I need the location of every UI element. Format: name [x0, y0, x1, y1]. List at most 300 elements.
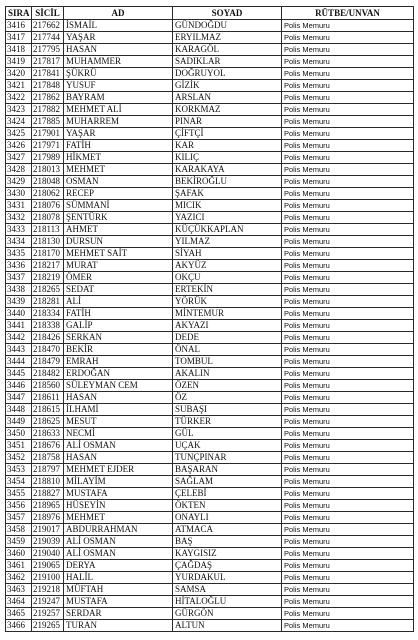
table-row — [6, 488, 414, 500]
cell-ad: SERDAR — [64, 608, 173, 620]
cell-sira: 3450 — [6, 428, 32, 440]
cell-sira: 3432 — [6, 212, 32, 224]
cell-rutbe: Polis Memuru — [282, 260, 414, 272]
cell-soyad: ONAYLI — [173, 512, 282, 524]
cell-soyad: YÖRÜK — [173, 296, 282, 308]
cell-ad: ABDURRAHMAN — [64, 524, 173, 536]
cell-sicil: 218113 — [32, 224, 64, 236]
cell-ad: OSMAN — [64, 176, 173, 188]
cell-ad: SÜLEYMAN CEM — [64, 380, 173, 392]
cell-ad: FATİH — [64, 140, 173, 152]
cell-sicil: 217662 — [32, 20, 64, 32]
cell-soyad: ÖKTEN — [173, 500, 282, 512]
table-row — [6, 212, 414, 224]
cell-rutbe: Polis Memuru — [282, 464, 414, 476]
cell-sicil: 218265 — [32, 284, 64, 296]
cell-sicil: 218976 — [32, 512, 64, 524]
cell-rutbe: Polis Memuru — [282, 248, 414, 260]
cell-rutbe: Polis Memuru — [282, 584, 414, 596]
cell-sira: 3448 — [6, 404, 32, 416]
cell-ad: SÜMMANİ — [64, 200, 173, 212]
table-row — [6, 320, 414, 332]
cell-ad: ŞÜKRÜ — [64, 68, 173, 80]
cell-ad: MEHMET SAİT — [64, 248, 173, 260]
cell-ad: MESUT — [64, 416, 173, 428]
cell-ad: YUSUF — [64, 80, 173, 92]
cell-ad: MEHMET — [64, 512, 173, 524]
cell-soyad: YURDAKUL — [173, 572, 282, 584]
cell-sira: 3446 — [6, 380, 32, 392]
cell-sira: 3427 — [6, 152, 32, 164]
cell-sira: 3425 — [6, 128, 32, 140]
cell-soyad: ÇAĞDAŞ — [173, 560, 282, 572]
cell-sira: 3466 — [6, 620, 32, 632]
cell-sira: 3451 — [6, 440, 32, 452]
cell-soyad: BAŞ — [173, 536, 282, 548]
table-row — [6, 332, 414, 344]
table-row — [6, 272, 414, 284]
cell-soyad: KILIÇ — [173, 152, 282, 164]
table-row — [6, 536, 414, 548]
cell-ad: MEHMET — [64, 164, 173, 176]
cell-sira: 3436 — [6, 260, 32, 272]
cell-rutbe: Polis Memuru — [282, 512, 414, 524]
cell-rutbe: Polis Memuru — [282, 188, 414, 200]
cell-soyad: YILMAZ — [173, 236, 282, 248]
cell-sira: 3438 — [6, 284, 32, 296]
personnel-list-sheet — [5, 6, 413, 632]
cell-rutbe: Polis Memuru — [282, 548, 414, 560]
column-header-sicil: SİCİL — [32, 7, 64, 20]
cell-sira: 3462 — [6, 572, 32, 584]
cell-rutbe: Polis Memuru — [282, 68, 414, 80]
cell-soyad: KAR — [173, 140, 282, 152]
cell-sicil: 218281 — [32, 296, 64, 308]
cell-sira: 3419 — [6, 56, 32, 68]
table-row — [6, 284, 414, 296]
table-row — [6, 584, 414, 596]
cell-ad: GALİP — [64, 320, 173, 332]
cell-sira: 3428 — [6, 164, 32, 176]
cell-rutbe: Polis Memuru — [282, 212, 414, 224]
cell-rutbe: Polis Memuru — [282, 308, 414, 320]
table-row — [6, 416, 414, 428]
cell-sicil: 218827 — [32, 488, 64, 500]
table-row — [6, 224, 414, 236]
table-row — [6, 32, 414, 44]
cell-ad: HİKMET — [64, 152, 173, 164]
table-row — [6, 260, 414, 272]
cell-sicil: 217848 — [32, 80, 64, 92]
cell-soyad: ÇİFTÇİ — [173, 128, 282, 140]
cell-rutbe: Polis Memuru — [282, 560, 414, 572]
cell-sicil: 219040 — [32, 548, 64, 560]
cell-sicil: 218560 — [32, 380, 64, 392]
cell-ad: RECEP — [64, 188, 173, 200]
cell-ad: İSMAİL — [64, 20, 173, 32]
cell-rutbe: Polis Memuru — [282, 536, 414, 548]
cell-soyad: DOĞRUYOL — [173, 68, 282, 80]
cell-sicil: 218334 — [32, 308, 64, 320]
cell-sicil: 218676 — [32, 440, 64, 452]
cell-sicil: 218013 — [32, 164, 64, 176]
cell-rutbe: Polis Memuru — [282, 32, 414, 44]
cell-ad: MEHMET ALİ — [64, 104, 173, 116]
cell-rutbe: Polis Memuru — [282, 140, 414, 152]
table-row — [6, 308, 414, 320]
cell-rutbe: Polis Memuru — [282, 452, 414, 464]
cell-soyad: YAZICI — [173, 212, 282, 224]
cell-sira: 3420 — [6, 68, 32, 80]
cell-sira: 3431 — [6, 200, 32, 212]
table-row — [6, 344, 414, 356]
cell-rutbe: Polis Memuru — [282, 176, 414, 188]
cell-sira: 3434 — [6, 236, 32, 248]
cell-sicil: 218797 — [32, 464, 64, 476]
cell-sicil: 217862 — [32, 92, 64, 104]
cell-sicil: 218758 — [32, 452, 64, 464]
table-row — [6, 572, 414, 584]
cell-ad: ÖMER — [64, 272, 173, 284]
cell-sicil: 217882 — [32, 104, 64, 116]
cell-sira: 3440 — [6, 308, 32, 320]
cell-soyad: TÜRKER — [173, 416, 282, 428]
table-row — [6, 356, 414, 368]
cell-soyad: KÜÇÜKKAPLAN — [173, 224, 282, 236]
cell-sira: 3416 — [6, 20, 32, 32]
cell-sira: 3429 — [6, 176, 32, 188]
cell-ad: ALİ OSMAN — [64, 440, 173, 452]
cell-soyad: SİYAH — [173, 248, 282, 260]
cell-sira: 3439 — [6, 296, 32, 308]
cell-soyad: PINAR — [173, 116, 282, 128]
cell-ad: HASAN — [64, 452, 173, 464]
cell-ad: HÜSEYİN — [64, 500, 173, 512]
cell-sira: 3457 — [6, 512, 32, 524]
cell-sicil: 217795 — [32, 44, 64, 56]
cell-sicil: 217841 — [32, 68, 64, 80]
cell-sicil: 218810 — [32, 476, 64, 488]
cell-rutbe: Polis Memuru — [282, 224, 414, 236]
cell-soyad: MICIK — [173, 200, 282, 212]
table-row — [6, 608, 414, 620]
cell-ad: MUSTAFA — [64, 488, 173, 500]
cell-sira: 3430 — [6, 188, 32, 200]
cell-sira: 3417 — [6, 32, 32, 44]
cell-sira: 3460 — [6, 548, 32, 560]
cell-soyad: ÖZ — [173, 392, 282, 404]
cell-sicil: 219247 — [32, 596, 64, 608]
cell-rutbe: Polis Memuru — [282, 128, 414, 140]
cell-soyad: ALTUN — [173, 620, 282, 632]
cell-soyad: ÖZEN — [173, 380, 282, 392]
cell-sira: 3453 — [6, 464, 32, 476]
cell-sira: 3423 — [6, 104, 32, 116]
cell-ad: MİLAYİM — [64, 476, 173, 488]
cell-sira: 3452 — [6, 452, 32, 464]
cell-ad: MUSTAFA — [64, 596, 173, 608]
cell-rutbe: Polis Memuru — [282, 332, 414, 344]
table-row — [6, 380, 414, 392]
cell-rutbe: Polis Memuru — [282, 80, 414, 92]
cell-sicil: 218170 — [32, 248, 64, 260]
cell-sicil: 218062 — [32, 188, 64, 200]
cell-rutbe: Polis Memuru — [282, 596, 414, 608]
cell-ad: ERDOĞAN — [64, 368, 173, 380]
cell-soyad: OKÇU — [173, 272, 282, 284]
cell-rutbe: Polis Memuru — [282, 56, 414, 68]
cell-sicil: 219017 — [32, 524, 64, 536]
cell-sicil: 218479 — [32, 356, 64, 368]
table-row — [6, 20, 414, 32]
cell-ad: DERYA — [64, 560, 173, 572]
table-row — [6, 92, 414, 104]
cell-sicil: 217885 — [32, 116, 64, 128]
cell-rutbe: Polis Memuru — [282, 236, 414, 248]
cell-rutbe: Polis Memuru — [282, 284, 414, 296]
table-row — [6, 44, 414, 56]
cell-sicil: 217744 — [32, 32, 64, 44]
cell-soyad: UÇAK — [173, 440, 282, 452]
table-row — [6, 392, 414, 404]
cell-sira: 3463 — [6, 584, 32, 596]
cell-sira: 3443 — [6, 344, 32, 356]
cell-ad: ALİ OSMAN — [64, 548, 173, 560]
cell-soyad: SAĞLAM — [173, 476, 282, 488]
cell-soyad: BAŞARAN — [173, 464, 282, 476]
column-header-ad: AD — [64, 7, 173, 20]
cell-ad: HASAN — [64, 392, 173, 404]
cell-soyad: KARAKAYA — [173, 164, 282, 176]
cell-rutbe: Polis Memuru — [282, 416, 414, 428]
cell-sicil: 218482 — [32, 368, 64, 380]
cell-ad: YAŞAR — [64, 32, 173, 44]
cell-ad: SEDAT — [64, 284, 173, 296]
personnel-table — [5, 6, 414, 632]
cell-rutbe: Polis Memuru — [282, 488, 414, 500]
table-body — [6, 20, 414, 632]
cell-rutbe: Polis Memuru — [282, 524, 414, 536]
table-row — [6, 560, 414, 572]
cell-rutbe: Polis Memuru — [282, 320, 414, 332]
cell-sira: 3465 — [6, 608, 32, 620]
cell-sira: 3461 — [6, 560, 32, 572]
cell-sicil: 218625 — [32, 416, 64, 428]
cell-soyad: ÇELEBİ — [173, 488, 282, 500]
cell-sicil: 219257 — [32, 608, 64, 620]
column-header-soyad: SOYAD — [173, 7, 282, 20]
table-row — [6, 140, 414, 152]
cell-rutbe: Polis Memuru — [282, 200, 414, 212]
table-row — [6, 596, 414, 608]
cell-sicil: 218130 — [32, 236, 64, 248]
cell-ad: MÜFTAH — [64, 584, 173, 596]
cell-ad: HALİL — [64, 572, 173, 584]
cell-soyad: GİZİK — [173, 80, 282, 92]
cell-sira: 3445 — [6, 368, 32, 380]
cell-rutbe: Polis Memuru — [282, 392, 414, 404]
cell-sira: 3464 — [6, 596, 32, 608]
cell-sicil: 217989 — [32, 152, 64, 164]
cell-soyad: GÜRGÖN — [173, 608, 282, 620]
cell-sira: 3449 — [6, 416, 32, 428]
cell-soyad: ERYILMAZ — [173, 32, 282, 44]
cell-soyad: SAMSA — [173, 584, 282, 596]
cell-sira: 3426 — [6, 140, 32, 152]
table-row — [6, 152, 414, 164]
cell-ad: BAYRAM — [64, 92, 173, 104]
cell-soyad: ERTEKİN — [173, 284, 282, 296]
cell-soyad: AKYAZI — [173, 320, 282, 332]
cell-sicil: 218611 — [32, 392, 64, 404]
cell-sicil: 217817 — [32, 56, 64, 68]
table-header — [6, 7, 414, 20]
table-row — [6, 188, 414, 200]
table-row — [6, 200, 414, 212]
cell-soyad: GÜL — [173, 428, 282, 440]
table-row — [6, 236, 414, 248]
cell-sira: 3418 — [6, 44, 32, 56]
cell-ad: YAŞAR — [64, 128, 173, 140]
cell-rutbe: Polis Memuru — [282, 296, 414, 308]
cell-rutbe: Polis Memuru — [282, 20, 414, 32]
table-row — [6, 440, 414, 452]
cell-rutbe: Polis Memuru — [282, 272, 414, 284]
cell-sicil: 218338 — [32, 320, 64, 332]
cell-ad: EMRAH — [64, 356, 173, 368]
cell-sira: 3456 — [6, 500, 32, 512]
cell-rutbe: Polis Memuru — [282, 380, 414, 392]
cell-ad: MUHARREM — [64, 116, 173, 128]
cell-sicil: 218078 — [32, 212, 64, 224]
cell-sicil: 219039 — [32, 536, 64, 548]
cell-rutbe: Polis Memuru — [282, 164, 414, 176]
cell-soyad: SADIKLAR — [173, 56, 282, 68]
table-row — [6, 464, 414, 476]
cell-sicil: 218470 — [32, 344, 64, 356]
cell-sicil: 219100 — [32, 572, 64, 584]
cell-sicil: 217971 — [32, 140, 64, 152]
cell-sira: 3454 — [6, 476, 32, 488]
cell-rutbe: Polis Memuru — [282, 44, 414, 56]
table-row — [6, 296, 414, 308]
cell-ad: MEHMET EJDER — [64, 464, 173, 476]
table-row — [6, 104, 414, 116]
table-row — [6, 512, 414, 524]
table-row — [6, 524, 414, 536]
cell-sira: 3455 — [6, 488, 32, 500]
cell-sira: 3459 — [6, 536, 32, 548]
table-row — [6, 128, 414, 140]
cell-sicil: 218048 — [32, 176, 64, 188]
cell-sicil: 219218 — [32, 584, 64, 596]
header-row — [6, 7, 414, 20]
cell-sicil: 218633 — [32, 428, 64, 440]
cell-sicil: 218965 — [32, 500, 64, 512]
table-row — [6, 500, 414, 512]
table-row — [6, 116, 414, 128]
cell-sira: 3433 — [6, 224, 32, 236]
cell-ad: MURAT — [64, 260, 173, 272]
cell-soyad: TUNÇPINAR — [173, 452, 282, 464]
cell-rutbe: Polis Memuru — [282, 356, 414, 368]
cell-soyad: KORKMAZ — [173, 104, 282, 116]
cell-rutbe: Polis Memuru — [282, 368, 414, 380]
cell-rutbe: Polis Memuru — [282, 344, 414, 356]
cell-rutbe: Polis Memuru — [282, 404, 414, 416]
cell-sira: 3447 — [6, 392, 32, 404]
cell-ad: HASAN — [64, 44, 173, 56]
cell-soyad: KARAGÖL — [173, 44, 282, 56]
cell-rutbe: Polis Memuru — [282, 152, 414, 164]
cell-soyad: SUBAŞI — [173, 404, 282, 416]
cell-soyad: ŞAFAK — [173, 188, 282, 200]
cell-soyad: ARSLAN — [173, 92, 282, 104]
cell-rutbe: Polis Memuru — [282, 572, 414, 584]
cell-sicil: 218426 — [32, 332, 64, 344]
cell-ad: ALİ OSMAN — [64, 536, 173, 548]
table-row — [6, 428, 414, 440]
cell-sira: 3437 — [6, 272, 32, 284]
cell-sira: 3424 — [6, 116, 32, 128]
table-row — [6, 368, 414, 380]
cell-sicil: 219265 — [32, 620, 64, 632]
cell-sira: 3435 — [6, 248, 32, 260]
cell-sira: 3441 — [6, 320, 32, 332]
cell-soyad: ATMACA — [173, 524, 282, 536]
cell-sira: 3421 — [6, 80, 32, 92]
cell-rutbe: Polis Memuru — [282, 116, 414, 128]
cell-rutbe: Polis Memuru — [282, 440, 414, 452]
cell-rutbe: Polis Memuru — [282, 500, 414, 512]
cell-ad: MUHAMMER — [64, 56, 173, 68]
cell-rutbe: Polis Memuru — [282, 428, 414, 440]
table-row — [6, 164, 414, 176]
cell-sicil: 217901 — [32, 128, 64, 140]
table-row — [6, 452, 414, 464]
cell-sicil: 218076 — [32, 200, 64, 212]
cell-soyad: MİNTEMUR — [173, 308, 282, 320]
table-row — [6, 476, 414, 488]
cell-sira: 3422 — [6, 92, 32, 104]
cell-sicil: 218219 — [32, 272, 64, 284]
cell-sira: 3442 — [6, 332, 32, 344]
cell-rutbe: Polis Memuru — [282, 608, 414, 620]
column-header-sira: SIRA — [6, 7, 32, 20]
cell-sira: 3458 — [6, 524, 32, 536]
cell-sicil: 219065 — [32, 560, 64, 572]
cell-ad: AHMET — [64, 224, 173, 236]
cell-soyad: HİTALOĞLU — [173, 596, 282, 608]
cell-rutbe: Polis Memuru — [282, 92, 414, 104]
column-header-rutbe: RÜTBE/UNVAN — [282, 7, 414, 20]
cell-sicil: 218615 — [32, 404, 64, 416]
cell-ad: İLHAMİ — [64, 404, 173, 416]
cell-rutbe: Polis Memuru — [282, 476, 414, 488]
table-row — [6, 80, 414, 92]
cell-ad: DURSUN — [64, 236, 173, 248]
table-row — [6, 56, 414, 68]
cell-ad: TURAN — [64, 620, 173, 632]
table-row — [6, 620, 414, 632]
table-row — [6, 404, 414, 416]
cell-soyad: TOMBUL — [173, 356, 282, 368]
cell-sicil: 218217 — [32, 260, 64, 272]
cell-rutbe: Polis Memuru — [282, 104, 414, 116]
cell-soyad: KAYGISIZ — [173, 548, 282, 560]
cell-soyad: AKALIN — [173, 368, 282, 380]
cell-ad: ALİ — [64, 296, 173, 308]
